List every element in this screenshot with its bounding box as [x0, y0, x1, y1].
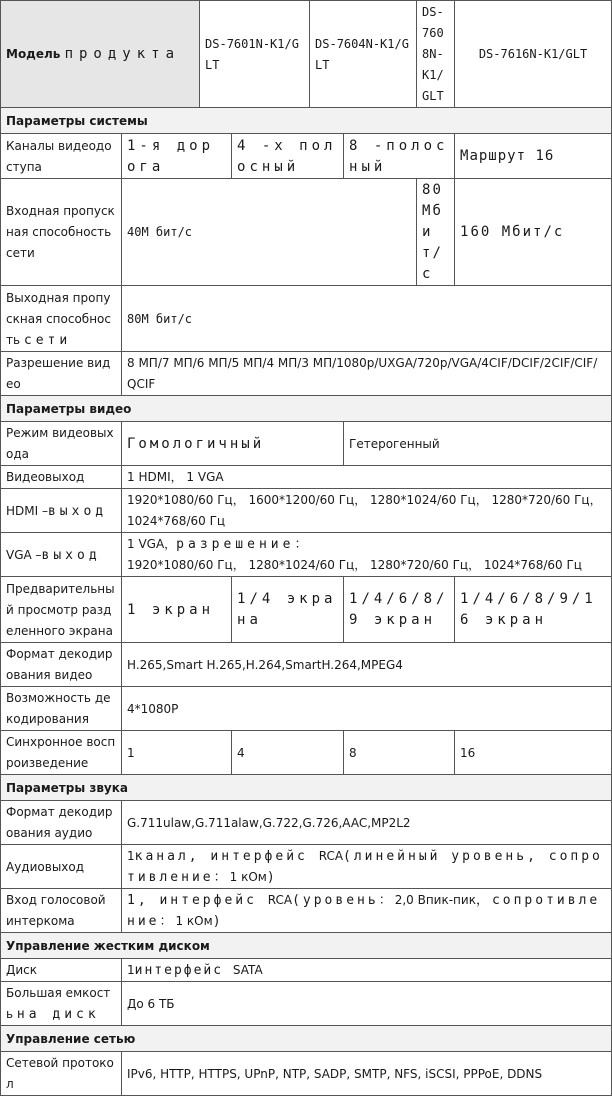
- preview-4: 1/4 экрана: [232, 577, 344, 643]
- row-label: VGA –выход: [1, 533, 122, 577]
- row-disk: [1, 959, 612, 982]
- row-label: HDMI –выход: [1, 489, 122, 533]
- section-system: [1, 108, 612, 134]
- channels-1: 1-я дорога: [122, 134, 232, 179]
- channels-8: 8 -полосный: [344, 134, 455, 179]
- protocol-value: IPv6, HTTP, HTTPS, UPnP, NTP, SADP, SMTP, NFS, iSCSI, PPPoE, DDNS: [122, 1052, 612, 1096]
- row-label: Выходная пропускная способность сети: [1, 286, 122, 352]
- section-video: [1, 396, 612, 422]
- intercom-value: 1, интерфейс RCA(уровень：2,0 Впик-пик，сопротивление：1 кОм): [122, 889, 612, 933]
- hdmi-out-value: 1920*1080/60 Гц， 1600*1200/60 Гц， 1280*1024/60 Гц， 1280*720/60 Гц， 1024*768/60 Гц: [122, 489, 612, 533]
- audio-decode-value: G.711ulaw,G.711alaw,G.722,G.726,AAC,MP2L2: [122, 801, 612, 845]
- section-title: Параметры звука: [1, 775, 612, 801]
- model-header-row: [1, 1, 612, 108]
- resolution-value: 8 МП/7 МП/6 МП/5 МП/4 МП/3 МП/1080p/UXGA/720p/VGA/4CIF/DCIF/2CIF/CIF/QCIF: [122, 352, 612, 396]
- model-1: DS-7601N-K1/GLT: [200, 1, 310, 108]
- row-label: Формат декодирования аудио: [1, 801, 122, 845]
- codec-mode-homologous: Гомологичный: [122, 422, 344, 466]
- capacity-value: До 6 ТБ: [122, 982, 612, 1026]
- model-3: DS-7608N-K1/GLT: [417, 1, 455, 108]
- sync-1: 1: [122, 731, 232, 775]
- row-label: Видеовыход: [1, 466, 122, 489]
- section-title: Управление жестким диском: [1, 933, 612, 959]
- section-title: Параметры видео: [1, 396, 612, 422]
- audio-out-value: 1канал, интерфейс RCA(линейный уровень, сопротивление：1 кОм): [122, 845, 612, 889]
- row-decode-format: [1, 643, 612, 687]
- row-label: Аудиовыход: [1, 845, 122, 889]
- row-decode-capacity: [1, 687, 612, 731]
- row-label: Каналы видеодоступа: [1, 134, 122, 179]
- row-preview: [1, 577, 612, 643]
- row-label: Сетевой протокол: [1, 1052, 122, 1096]
- row-vga-out: [1, 533, 612, 577]
- row-capacity: [1, 982, 612, 1026]
- section-audio: [1, 775, 612, 801]
- model-header-label: Модель продукта: [1, 1, 200, 108]
- channels-16: Маршрут 16: [455, 134, 612, 179]
- row-sync-playback: [1, 731, 612, 775]
- row-audio-out: [1, 845, 612, 889]
- sync-4: 4: [232, 731, 344, 775]
- row-video-out: [1, 466, 612, 489]
- row-label: Вход голосовой интеркома: [1, 889, 122, 933]
- row-output-bandwidth: [1, 286, 612, 352]
- row-hdmi-out: [1, 489, 612, 533]
- preview-9: 1/4/6/8/9 экран: [344, 577, 455, 643]
- row-label: Большая емкость на диск: [1, 982, 122, 1026]
- section-title: Параметры системы: [1, 108, 612, 134]
- video-out-value: 1 HDMI， 1 VGA: [122, 466, 612, 489]
- row-label: Входная пропускная способность сети: [1, 179, 122, 286]
- input-bw-low: 40M бит/с: [122, 179, 417, 286]
- codec-mode-heterogeneous: Гетерогенный: [344, 422, 612, 466]
- section-title: Управление сетью: [1, 1026, 612, 1052]
- row-label: Формат декодирования видео: [1, 643, 122, 687]
- vga-out-value: 1 VGA，разрешение： 1920*1080/60 Гц， 1280*1024/60 Гц， 1280*720/60 Гц， 1024*768/60 Гц: [122, 533, 612, 577]
- sync-16: 16: [455, 731, 612, 775]
- disk-value: 1интерфейс SATA: [122, 959, 612, 982]
- decode-capacity-value: 4*1080P: [122, 687, 612, 731]
- model-4: DS-7616N-K1/GLT: [455, 1, 612, 108]
- row-intercom: [1, 889, 612, 933]
- input-bw-high: 160 Мбит/с: [455, 179, 612, 286]
- row-channels: [1, 134, 612, 179]
- model-2: DS-7604N-K1/GLT: [310, 1, 417, 108]
- channels-4: 4 -х полосный: [232, 134, 344, 179]
- row-label: Диск: [1, 959, 122, 982]
- row-codec-mode: [1, 422, 612, 466]
- preview-1: 1 экран: [122, 577, 232, 643]
- output-bw-value: 80M бит/с: [122, 286, 612, 352]
- row-label: Синхронное воспроизведение: [1, 731, 122, 775]
- row-label: Режим видеовых ода: [1, 422, 122, 466]
- row-label: Разрешение видео: [1, 352, 122, 396]
- row-protocol: [1, 1052, 612, 1096]
- decode-format-value: H.265,Smart H.265,H.264,SmartH.264,MPEG4: [122, 643, 612, 687]
- input-bw-mid: 80 Мбит/с: [417, 179, 455, 286]
- section-disk: [1, 933, 612, 959]
- row-audio-decode: [1, 801, 612, 845]
- section-network: [1, 1026, 612, 1052]
- preview-16: 1/4/6/8/9/16 экран: [455, 577, 612, 643]
- row-label: Возможность декодирования: [1, 687, 122, 731]
- row-input-bandwidth: [1, 179, 612, 286]
- sync-8: 8: [344, 731, 455, 775]
- row-label: Предварительный просмотр разделенного экрана: [1, 577, 122, 643]
- row-resolution: [1, 352, 612, 396]
